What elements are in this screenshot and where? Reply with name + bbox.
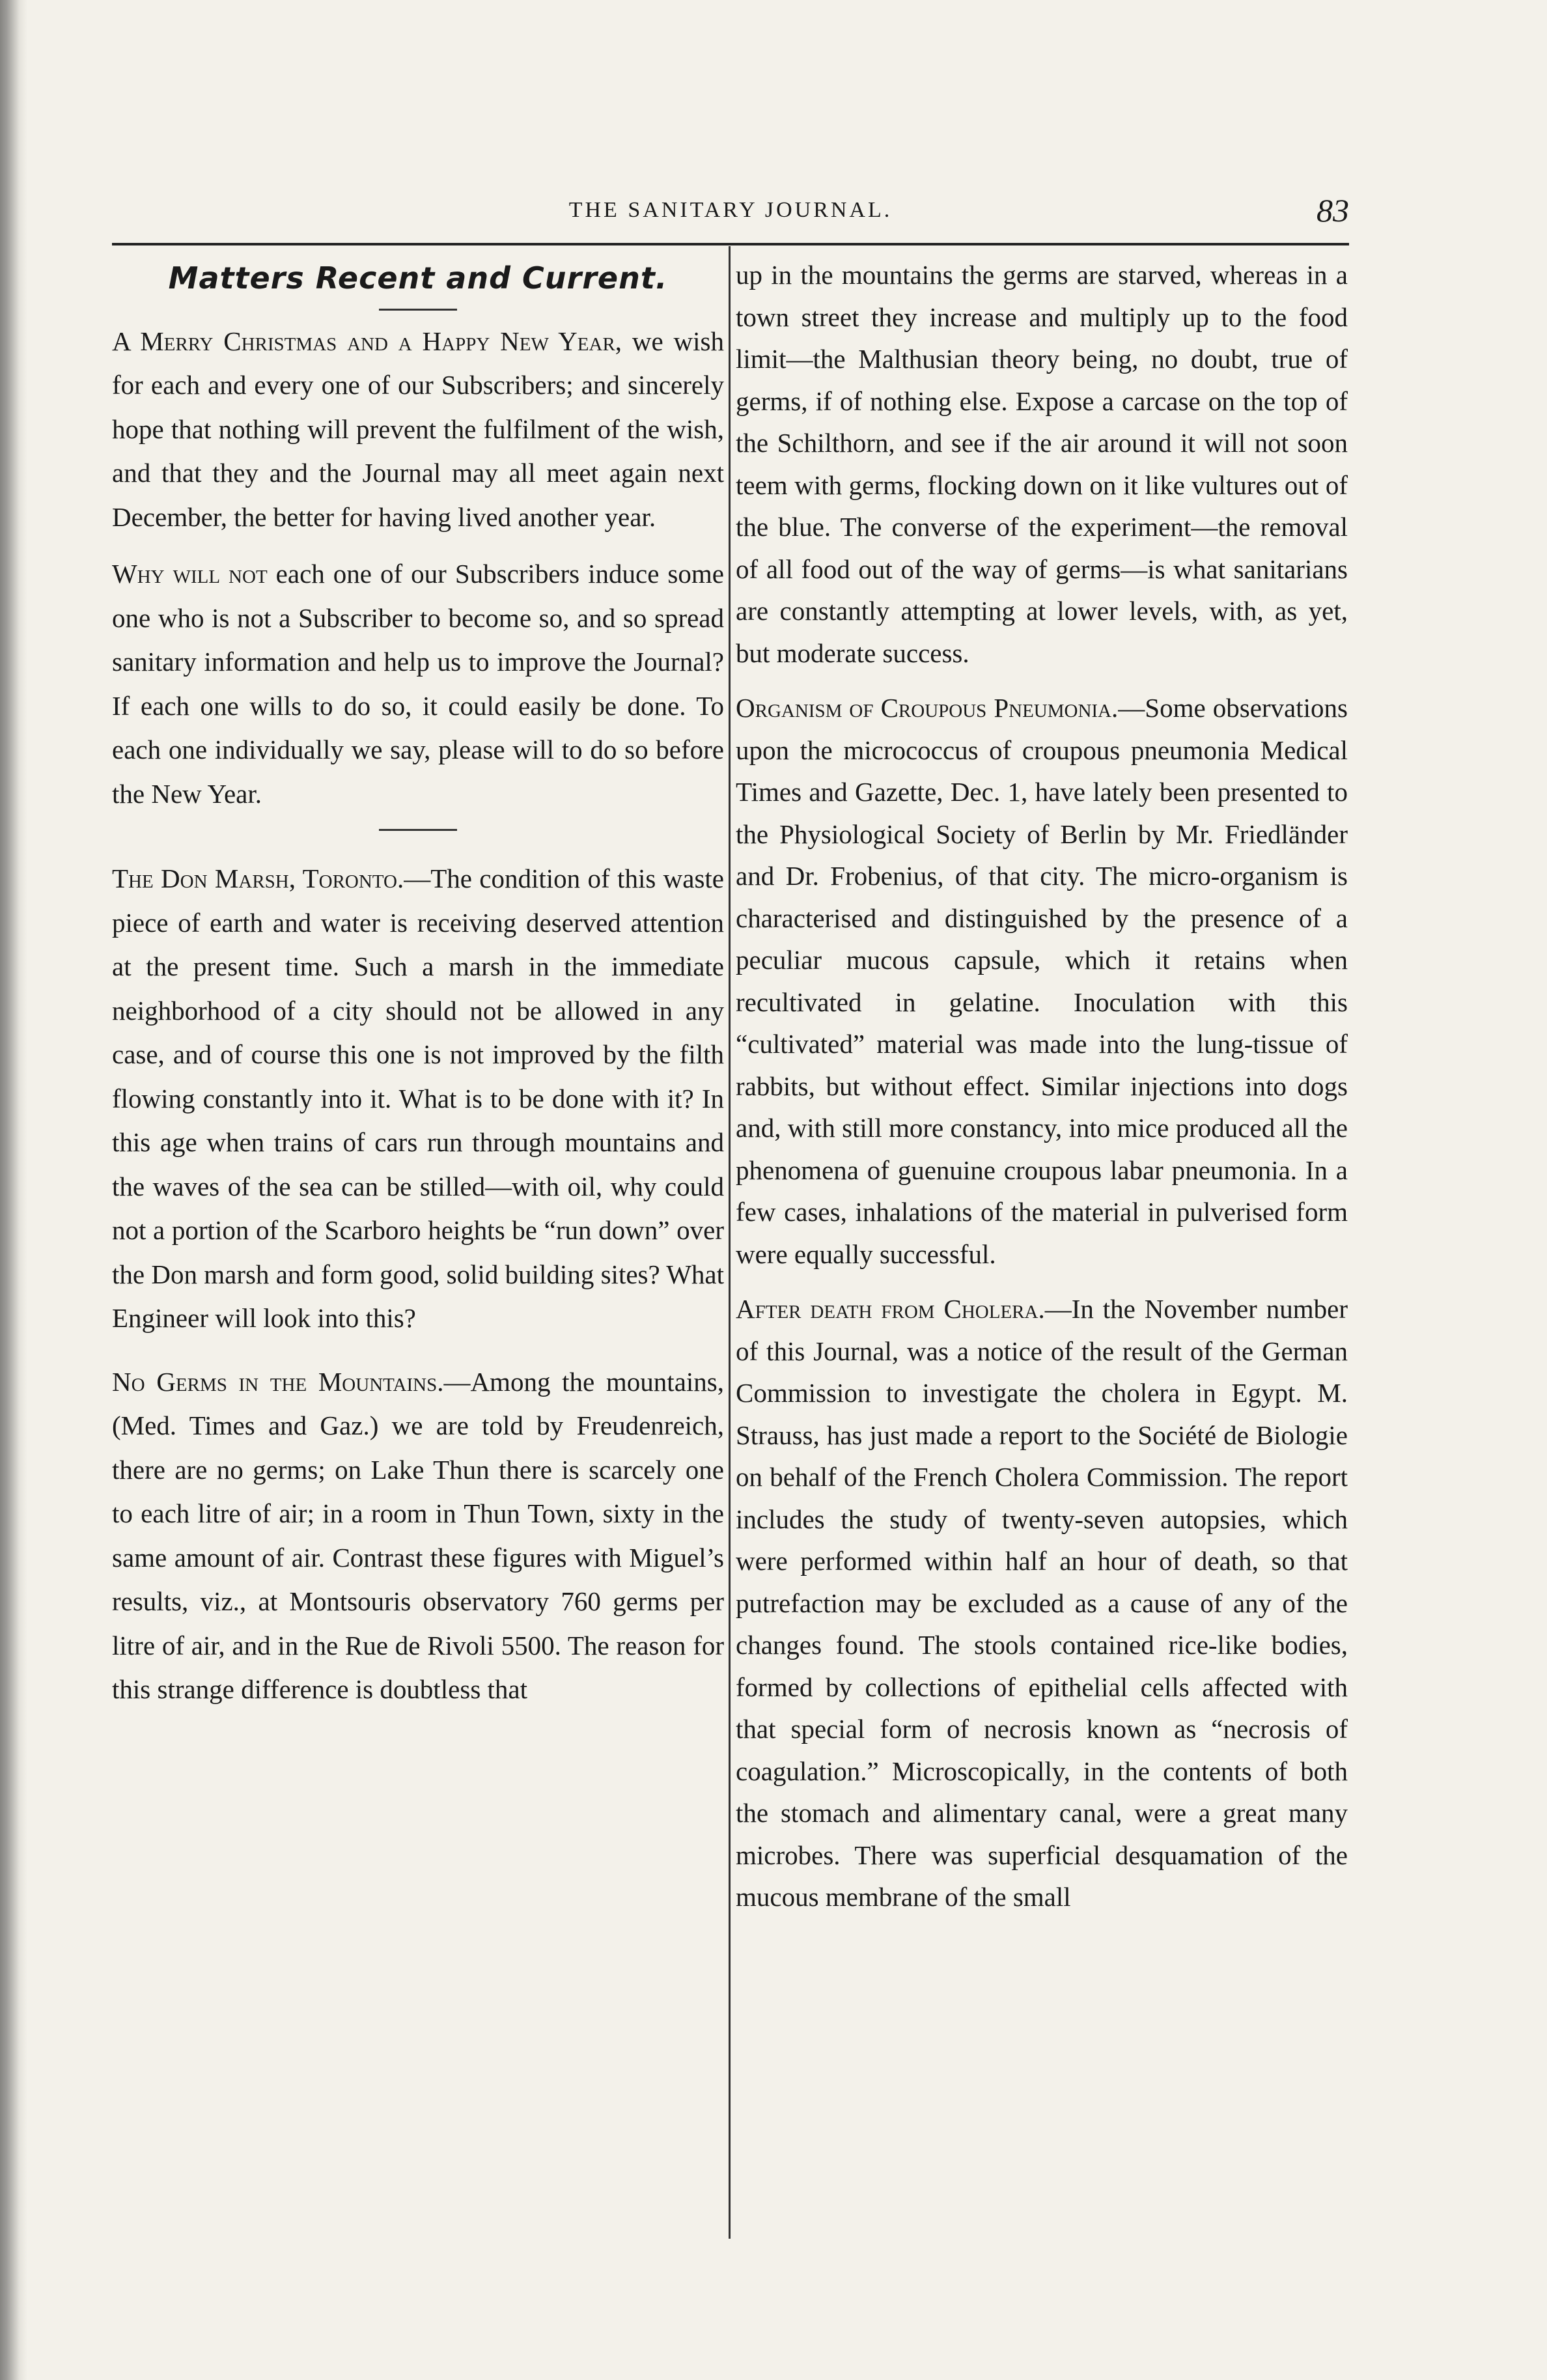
paragraph-subscribers <box>112 552 724 816</box>
heading-rule <box>379 309 457 311</box>
page-header <box>112 192 1349 234</box>
paragraph-body: —Among the mountains, (Med. Times and Gaz.) we are told by Freudenreich, there are no germs; on Lake Thun there is scarcely one to each litre of air; in a room in Thun Town, sixty in the same amount of air. Contrast these figures with Miguel’s results, viz., at Montsouris observatory 760 germs per litre of air, and in the Rue de Rivoli 5500. The reason for this strange difference is doubtless that <box>112 1366 724 1704</box>
paragraph-christmas <box>112 320 724 540</box>
paragraph-body: —In the November number of this Journal, was a notice of the result of the German Commission to investigate the cholera in Egypt. M. Strauss, has just made a report to the Société de Biologie on behalf of the French Cholera Commission. The report includes the study of twenty-seven autopsies, which were performed within half an hour of death, so that putrefaction may be excluded as a cause of any of the changes found. The stools contained rice-like bodies, formed by collections of epithelial cells affected with that special form of necrosis known as “necrosis of coagulation.” Microscopically, in the contents of both the stomach and alimentary canal, were a great many microbes. There was superficial desquamation of the mucous membrane of the small <box>736 1294 1348 1912</box>
paragraph-germs-continued <box>736 254 1348 674</box>
page-number: 83 <box>1317 192 1349 229</box>
paragraph-lead: No Germs in the Mountains. <box>112 1366 444 1397</box>
section-heading: Matters Recent and Current. <box>168 260 668 296</box>
paragraph-lead: A Merry Christmas and a Happy New Year, <box>112 326 622 356</box>
paragraph-lead: Organism of Croupous Pneumonia. <box>736 693 1119 723</box>
running-head: THE SANITARY JOURNAL. <box>568 198 893 222</box>
paragraph-lead: Why will not <box>112 559 268 589</box>
paragraph-lead: After death from Cholera. <box>736 1294 1045 1324</box>
paragraph-body: —Some observations upon the micrococcus of croupous pneumonia Medical Times and Gazette, Dec. 1, have lately been presented to the Physiological Society of Berlin by Mr. Friedländer and Dr. Frobenius, of that city. The micro-organism is characterised and distinguished by the presence of a peculiar mucous capsule, which it retains when recultivated in gelatine. Inoculation with this “cultivated” material was made into the lung-tissue of rabbits, but without effect. Similar injections into dogs and, with still more constancy, into mice produced all the phenomena of guenuine croupous labar pneumonia. In a few cases, inhalations of the material in pulverised form were equally successful. <box>736 693 1348 1269</box>
paragraph-body: we wish for each and every one of our Subscribers; and sincerely hope that nothing will prevent the fulfilment of the wish, and that they and the Journal may all meet again next December, the better for having lived another year. <box>112 326 725 532</box>
paragraph-cholera <box>736 1288 1348 1918</box>
paragraph-body: up in the mountains the germs are starved, whereas in a town street they increase and multiply up to the food limit—the Malthusian theory being, no doubt, true of germs, if of nothing else. Expose a carcase on the top of the Schilthorn, and see if the air around it will not soon teem with germs, flocking down on it like vultures out of the blue. The converse of the experiment—the removal of all food out of the way of germs—is what sanitarians are constantly attempting at lower levels, with, as yet, but moderate success. <box>736 260 1348 668</box>
paragraph-lead: The Don Marsh, Toronto. <box>112 863 404 893</box>
scan-edge-shadow <box>0 0 27 2380</box>
column-divider <box>729 246 731 2239</box>
paragraph-don-marsh <box>112 857 724 1341</box>
paragraph-body: —The condition of this waste piece of earth and water is receiving deserved attention at the present time. Such a marsh in the immediate neighborhood of a city should not be allowed in any case, and of course this one is not improved by the filth flowing constantly into it. What is to be done with it? In this age when trains of cars run through mountains and the waves of the sea can be stilled—with oil, why could not a portion of the Scarboro heights be “run down” over the Don marsh and form good, solid building sites? What Engineer will look into this? <box>112 863 724 1333</box>
header-rule <box>112 243 1349 245</box>
paragraph-no-germs <box>112 1360 724 1712</box>
paragraph-pneumonia <box>736 687 1348 1275</box>
right-column <box>736 254 1348 1931</box>
paragraph-body: each one of our Subscribers induce some one who is not a Subscriber to become so, and so spread sanitary information and help us to improve the Journal? If each one wills to do so, it could easily be done. To each one individually we say, please will to do so before the New Year. <box>112 559 724 809</box>
left-column <box>112 254 724 1725</box>
section-rule <box>379 829 457 831</box>
